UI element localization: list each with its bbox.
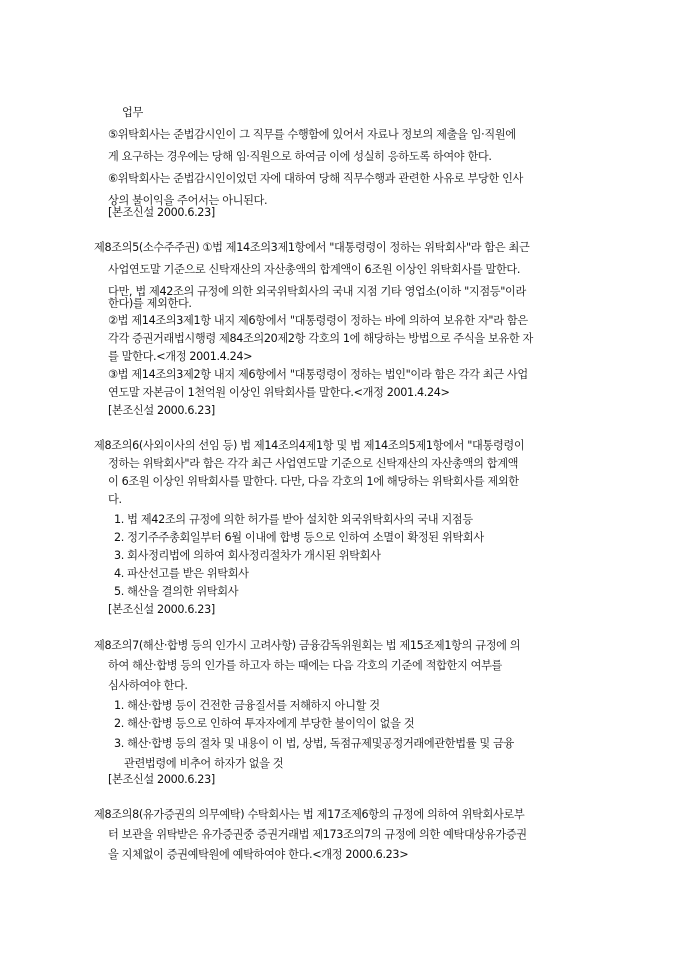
text-line: 게 요구하는 경우에는 당해 임·직원으로 하여금 이에 성실히 응하도록 하여야 한다. bbox=[108, 150, 492, 163]
text-line: ③법 제14조의3제2항 내지 제6항에서 "대통령령이 정하는 법인"이라 함은 각각 최근 사업 bbox=[108, 368, 528, 381]
text-line: 을 지체없이 증권예탁원에 예탁하여야 한다.<개정 2000.6.23> bbox=[108, 848, 409, 861]
article-heading-line: 제8조의6(사외이사의 선임 등) 법 제14조의4제1항 및 법 제14조의5제1항에서 "대통령령이 bbox=[94, 439, 525, 452]
list-item: 관련법령에 비추어 하자가 없을 것 bbox=[124, 757, 284, 770]
list-item: 2. 해산·합병 등으로 인하여 투자자에게 부당한 불이익이 없을 것 bbox=[114, 717, 415, 730]
enactment-note: [본조신설 2000.6.23] bbox=[108, 404, 215, 417]
enactment-note: [본조신설 2000.6.23] bbox=[108, 206, 215, 219]
text-line: 다만, 법 제42조의 규정에 의한 외국위탁회사의 국내 지점 기타 영업소(이하 "지점등"이라 bbox=[108, 285, 526, 298]
text-line: ⑤위탁회사는 준법감시인이 그 직무를 수행함에 있어서 자료나 정보의 제출을 임·직원에 bbox=[108, 128, 516, 141]
text-line: ②법 제14조의3제1항 내지 제6항에서 "대통령령이 정하는 바에 의하여 보유한 자"라 함은 bbox=[108, 314, 528, 327]
text-line: 를 말한다.<개정 2001.4.24> bbox=[108, 350, 253, 363]
list-item: 2. 정기주주총회일부터 6월 이내에 합병 등으로 인하여 소멸이 확정된 위탁회사 bbox=[114, 531, 484, 544]
text-line: 한다)를 제외한다. bbox=[108, 297, 192, 310]
text-line: 터 보관을 위탁받은 유가증권중 증권거래법 제173조의7의 규정에 의한 예탁대상유가증권 bbox=[108, 828, 527, 841]
list-item: 5. 해산을 결의한 위탁회사 bbox=[114, 585, 239, 598]
text-line: ⑥위탁회사는 준법감시인이었던 자에 대하여 당해 직무수행과 관련한 사유로 부당한 인사 bbox=[108, 172, 523, 185]
text-line: 정하는 위탁회사"라 함은 각각 최근 사업연도말 기준으로 신탁재산의 자산총액의 합계액 bbox=[108, 457, 519, 470]
list-item: 3. 해산·합병 등의 절차 및 내용이 이 법, 상법, 독점규제및공정거래에관한법률 및 금융 bbox=[114, 737, 514, 750]
text-line: 연도말 자본금이 1천억원 이상인 위탁회사를 말한다.<개정 2001.4.24> bbox=[108, 386, 450, 399]
list-item: 3. 회사정리법에 의하여 회사정리절차가 개시된 위탁회사 bbox=[114, 549, 381, 562]
list-item: 1. 해산·합병 등이 건전한 금융질서를 저해하지 아니할 것 bbox=[114, 699, 380, 712]
list-item: 1. 법 제42조의 규정에 의한 허가를 받아 설치한 외국위탁회사의 국내 지점등 bbox=[114, 513, 473, 526]
text-line: 하여 해산·합병 등의 인가를 하고자 하는 때에는 다음 각호의 기준에 적합한지 여부를 bbox=[108, 659, 503, 672]
text-line: 각각 증권거래법시행령 제84조의20제2항 각호의 1에 해당하는 방법으로 주식을 보유한 자 bbox=[108, 332, 534, 345]
list-item: 4. 파산선고를 받은 위탁회사 bbox=[114, 567, 249, 580]
article-heading-line: 제8조의7(해산·합병 등의 인가시 고려사항) 금융감독위원회는 법 제15조제1항의 규정에 의 bbox=[94, 639, 521, 652]
text-line: 심사하여야 한다. bbox=[108, 679, 188, 692]
enactment-note: [본조신설 2000.6.23] bbox=[108, 603, 215, 616]
article-heading-line: 제8조의8(유가증권의 의무예탁) 수탁회사는 법 제17조제6항의 규정에 의하여 위탁회사로부 bbox=[94, 808, 525, 821]
text-line: 업무 bbox=[122, 106, 143, 119]
enactment-note: [본조신설 2000.6.23] bbox=[108, 773, 215, 786]
text-line: 다. bbox=[108, 493, 122, 506]
text-line: 이 6조원 이상인 위탁회사를 말한다. 다만, 다음 각호의 1에 해당하는 위탁회사를 제외한 bbox=[108, 475, 519, 488]
article-heading-line: 제8조의5(소수주주권) ①법 제14조의3제1항에서 "대통령령이 정하는 위탁회사"라 함은 최근 bbox=[94, 241, 530, 254]
text-line: 사업연도말 기준으로 신탁재산의 자산총액의 합계액이 6조원 이상인 위탁회사를 말한다. bbox=[108, 263, 521, 276]
text-line: 상의 불이익을 주어서는 아니된다. bbox=[108, 194, 268, 207]
